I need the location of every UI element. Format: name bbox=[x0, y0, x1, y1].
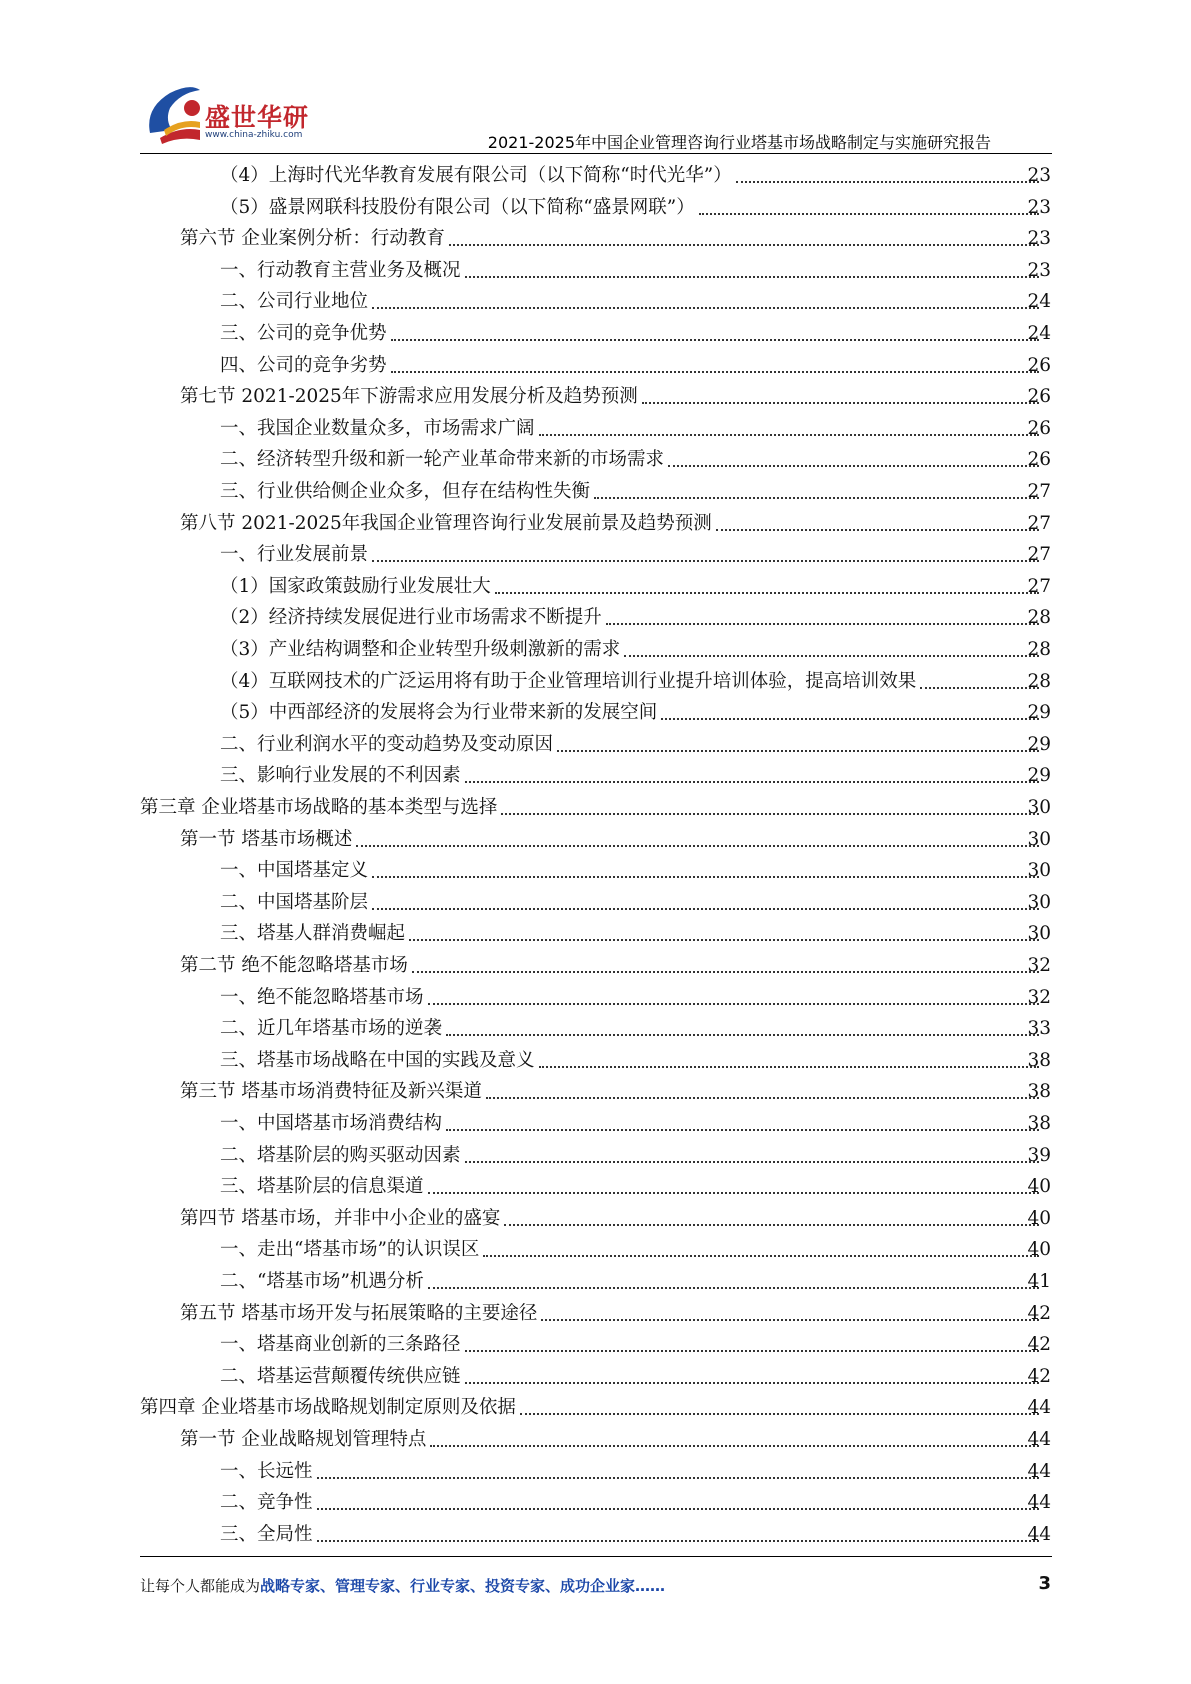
toc-entry-title: 第三节 塔基市场消费特征及新兴渠道 bbox=[180, 1081, 482, 1103]
toc-entry[interactable] bbox=[0, 1456, 1191, 1488]
toc-entry-page: 44 bbox=[1027, 1429, 1051, 1450]
toc-entry-title: 一、走出“塔基市场”的认识误区 bbox=[220, 1239, 480, 1261]
toc-entry-page: 32 bbox=[1027, 955, 1051, 976]
toc-entry-page: 27 bbox=[1027, 575, 1051, 597]
toc-entry[interactable] bbox=[0, 602, 1191, 634]
toc-entry[interactable] bbox=[0, 1329, 1191, 1361]
toc-leader-dots bbox=[446, 1129, 1039, 1131]
toc-entry[interactable] bbox=[0, 1266, 1191, 1298]
toc-entry-page: 29 bbox=[1027, 733, 1051, 755]
toc-entry[interactable] bbox=[0, 982, 1191, 1014]
toc-leader-dots bbox=[356, 845, 1039, 847]
toc-entry-title: 一、中国塔基定义 bbox=[220, 860, 369, 882]
toc-entry[interactable] bbox=[0, 1234, 1191, 1266]
toc-leader-dots bbox=[736, 181, 1039, 183]
toc-entry-title: 第五节 塔基市场开发与拓展策略的主要途径 bbox=[180, 1302, 538, 1324]
toc-entry-page: 40 bbox=[1027, 1176, 1051, 1198]
toc-entry-page: 38 bbox=[1027, 1113, 1051, 1134]
toc-leader-dots bbox=[661, 718, 1039, 720]
toc-leader-dots bbox=[465, 1161, 1039, 1163]
toc-entry-title: 第八节 2021-2025年我国企业管理咨询行业发展前景及趋势预测 bbox=[180, 512, 712, 534]
toc-entry-title: 第一节 塔基市场概述 bbox=[180, 828, 353, 850]
toc-entry-title: 一、塔基商业创新的三条路径 bbox=[220, 1334, 461, 1356]
toc-leader-dots bbox=[504, 1224, 1039, 1226]
toc-entry-title: 二、近几年塔基市场的逆袭 bbox=[220, 1018, 443, 1040]
toc-entry-page: 24 bbox=[1027, 291, 1051, 313]
slogan-prefix: 让每个人都能成为 bbox=[140, 1577, 261, 1595]
toc-entry[interactable] bbox=[0, 1392, 1191, 1424]
toc-leader-dots bbox=[486, 1097, 1039, 1099]
toc-leader-dots bbox=[501, 813, 1039, 815]
toc-entry-page: 30 bbox=[1027, 828, 1051, 850]
toc-entry[interactable] bbox=[0, 918, 1191, 950]
toc-entry-title: 三、影响行业发展的不利因素 bbox=[220, 765, 461, 787]
toc-entry-page: 42 bbox=[1027, 1302, 1051, 1324]
toc-entry-title: 二、中国塔基阶层 bbox=[220, 891, 369, 913]
toc-entry[interactable] bbox=[0, 760, 1191, 792]
toc-leader-dots bbox=[541, 1319, 1039, 1321]
page-number: 3 bbox=[1038, 1573, 1051, 1594]
toc-entry-title: 第二节 绝不能忽略塔基市场 bbox=[180, 955, 408, 976]
toc-leader-dots bbox=[391, 339, 1039, 341]
toc-entry[interactable] bbox=[0, 539, 1191, 571]
toc-entry-title: 一、绝不能忽略塔基市场 bbox=[220, 986, 424, 1008]
toc-leader-dots bbox=[412, 971, 1039, 973]
toc-entry-title: 第七节 2021-2025年下游需求应用发展分析及趋势预测 bbox=[180, 386, 638, 408]
toc-entry-page: 40 bbox=[1027, 1207, 1051, 1229]
toc-entry-page: 26 bbox=[1027, 417, 1051, 439]
toc-entry-page: 38 bbox=[1027, 1081, 1051, 1103]
toc-entry-title: 第六节 企业案例分析：行动教育 bbox=[180, 228, 445, 250]
toc-entry[interactable] bbox=[0, 413, 1191, 445]
toc-entry[interactable] bbox=[0, 1076, 1191, 1108]
toc-entry-page: 28 bbox=[1027, 607, 1051, 629]
toc-leader-dots bbox=[520, 1413, 1039, 1415]
toc-entry[interactable] bbox=[0, 160, 1191, 192]
toc-leader-dots bbox=[465, 276, 1039, 278]
toc-leader-dots bbox=[495, 592, 1039, 594]
toc-entry-title: 三、塔基人群消费崛起 bbox=[220, 923, 406, 945]
toc-entry-title: 三、公司的竞争优势 bbox=[220, 323, 387, 344]
toc-leader-dots bbox=[699, 213, 1039, 215]
toc-entry-title: 第四章 企业塔基市场战略规划制定原则及依据 bbox=[140, 1397, 516, 1419]
toc-entry-title: 二、公司行业地位 bbox=[220, 291, 369, 313]
toc-entry-title: 四、公司的竞争劣势 bbox=[220, 354, 387, 376]
toc-entry-page: 23 bbox=[1027, 165, 1051, 186]
toc-entry-page: 41 bbox=[1027, 1271, 1051, 1292]
toc-entry-page: 24 bbox=[1027, 323, 1051, 344]
toc-entry-page: 32 bbox=[1027, 986, 1051, 1008]
toc-leader-dots bbox=[317, 1540, 1039, 1542]
toc-leader-dots bbox=[317, 1477, 1039, 1479]
toc-entry-title: （5）盛景网联科技股份有限公司（以下简称“盛景网联”） bbox=[220, 196, 695, 218]
toc-leader-dots bbox=[465, 1350, 1039, 1352]
toc-entry[interactable] bbox=[0, 350, 1191, 382]
toc-entry-page: 44 bbox=[1027, 1397, 1051, 1419]
footer-divider bbox=[140, 1556, 1052, 1557]
toc-leader-dots bbox=[446, 1034, 1039, 1036]
toc-entry-title: 一、行动教育主营业务及概况 bbox=[220, 259, 461, 281]
toc-entry-title: （2）经济持续发展促进行业市场需求不断提升 bbox=[220, 607, 602, 629]
toc-entry-title: 三、行业供给侧企业众多，但存在结构性失衡 bbox=[220, 481, 591, 502]
toc-leader-dots bbox=[624, 655, 1039, 657]
toc-entry-page: 26 bbox=[1027, 386, 1051, 408]
header-divider bbox=[140, 153, 1052, 154]
toc-entry-page: 29 bbox=[1027, 702, 1051, 724]
toc-entry-page: 30 bbox=[1027, 891, 1051, 913]
toc-leader-dots bbox=[594, 497, 1039, 499]
toc-entry[interactable] bbox=[0, 1140, 1191, 1172]
toc-leader-dots bbox=[483, 1255, 1039, 1257]
toc-entry-page: 30 bbox=[1027, 923, 1051, 945]
footer-slogan bbox=[140, 1575, 665, 1596]
toc-entry-title: 第四节 塔基市场，并非中小企业的盛宴 bbox=[180, 1207, 501, 1229]
toc-leader-dots bbox=[372, 876, 1039, 878]
toc-entry-title: （1）国家政策鼓励行业发展壮大 bbox=[220, 575, 491, 597]
toc-entry[interactable] bbox=[0, 792, 1191, 824]
toc-entry[interactable] bbox=[0, 255, 1191, 287]
toc-leader-dots bbox=[465, 1382, 1039, 1384]
toc-entry-title: 三、全局性 bbox=[220, 1523, 313, 1545]
toc-leader-dots bbox=[372, 560, 1039, 562]
toc-entry-page: 23 bbox=[1027, 228, 1051, 250]
toc-entry[interactable] bbox=[0, 1298, 1191, 1330]
toc-entry-title: 二、经济转型升级和新一轮产业革命带来新的市场需求 bbox=[220, 449, 665, 471]
toc-leader-dots bbox=[391, 371, 1039, 373]
toc-entry-page: 27 bbox=[1027, 512, 1051, 534]
toc-entry-page: 40 bbox=[1027, 1239, 1051, 1261]
toc-entry[interactable] bbox=[0, 950, 1191, 982]
toc-entry-page: 23 bbox=[1027, 196, 1051, 218]
toc-leader-dots bbox=[642, 402, 1039, 404]
toc-entry[interactable] bbox=[0, 824, 1191, 856]
toc-leader-dots bbox=[539, 1066, 1039, 1068]
toc-entry[interactable] bbox=[0, 729, 1191, 761]
toc-entry[interactable] bbox=[0, 381, 1191, 413]
toc-entry-page: 44 bbox=[1027, 1460, 1051, 1482]
toc-entry-title: 一、中国塔基市场消费结构 bbox=[220, 1113, 443, 1134]
toc-entry[interactable] bbox=[0, 1361, 1191, 1393]
toc-entry-page: 26 bbox=[1027, 354, 1051, 376]
toc-entry[interactable] bbox=[0, 855, 1191, 887]
toc-leader-dots bbox=[430, 1445, 1039, 1447]
toc-entry-title: 一、我国企业数量众多，市场需求广阔 bbox=[220, 417, 535, 439]
toc-entry-title: 三、塔基市场战略在中国的实践及意义 bbox=[220, 1049, 535, 1071]
toc-entry-title: 二、塔基阶层的购买驱动因素 bbox=[220, 1144, 461, 1166]
toc-entry-page: 30 bbox=[1027, 797, 1051, 818]
toc-entry-title: （4）上海时代光华教育发展有限公司（以下简称“时代光华”） bbox=[220, 165, 732, 186]
toc-entry-page: 42 bbox=[1027, 1334, 1051, 1356]
toc-entry[interactable] bbox=[0, 1013, 1191, 1045]
toc-entry[interactable] bbox=[0, 634, 1191, 666]
toc-entry[interactable] bbox=[0, 1487, 1191, 1519]
toc-entry[interactable] bbox=[0, 1424, 1191, 1456]
toc-entry[interactable] bbox=[0, 444, 1191, 476]
toc-entry[interactable] bbox=[0, 286, 1191, 318]
toc-entry-page: 44 bbox=[1027, 1523, 1051, 1545]
toc-entry-page: 29 bbox=[1027, 765, 1051, 787]
toc-entry-page: 26 bbox=[1027, 449, 1051, 471]
toc-entry-title: 三、塔基阶层的信息渠道 bbox=[220, 1176, 424, 1198]
toc-entry-page: 38 bbox=[1027, 1049, 1051, 1071]
toc-leader-dots bbox=[449, 244, 1039, 246]
toc-entry-page: 33 bbox=[1027, 1018, 1051, 1040]
toc-entry[interactable] bbox=[0, 571, 1191, 603]
toc-entry-title: 二、行业利润水平的变动趋势及变动原因 bbox=[220, 733, 554, 755]
toc-leader-dots bbox=[372, 908, 1039, 910]
toc-entry-title: 二、“塔基市场”机遇分析 bbox=[220, 1271, 424, 1292]
brand-url: www.china-zhiku.com bbox=[205, 130, 303, 140]
toc-leader-dots bbox=[428, 1287, 1039, 1289]
toc-leader-dots bbox=[716, 529, 1039, 531]
toc-entry[interactable] bbox=[0, 1203, 1191, 1235]
toc-leader-dots bbox=[317, 1508, 1039, 1510]
toc-entry[interactable] bbox=[0, 887, 1191, 919]
toc-entry-title: 二、塔基运营颠覆传统供应链 bbox=[220, 1365, 461, 1387]
toc-entry[interactable] bbox=[0, 223, 1191, 255]
toc-entry-page: 30 bbox=[1027, 860, 1051, 882]
toc-entry[interactable] bbox=[0, 476, 1191, 508]
toc-entry[interactable] bbox=[0, 1108, 1191, 1140]
toc-entry-title: （5）中西部经济的发展将会为行业带来新的发展空间 bbox=[220, 702, 658, 724]
toc-leader-dots bbox=[428, 1003, 1039, 1005]
brand-name: 盛世华研 bbox=[205, 103, 310, 132]
toc-entry[interactable] bbox=[0, 192, 1191, 224]
toc-leader-dots bbox=[668, 465, 1039, 467]
toc-entry[interactable] bbox=[0, 1171, 1191, 1203]
toc-entry-title: 第三章 企业塔基市场战略的基本类型与选择 bbox=[140, 797, 498, 818]
toc-entry[interactable] bbox=[0, 1045, 1191, 1077]
toc-leader-dots bbox=[557, 750, 1039, 752]
toc-entry-page: 28 bbox=[1027, 639, 1051, 660]
toc-leader-dots bbox=[372, 307, 1039, 309]
toc-entry[interactable] bbox=[0, 508, 1191, 540]
toc-entry-title: 一、行业发展前景 bbox=[220, 544, 369, 566]
toc-entry[interactable] bbox=[0, 697, 1191, 729]
toc-entry-title: 二、竞争性 bbox=[220, 1492, 313, 1514]
document-title: 2021-2025年中国企业管理咨询行业塔基市场战略制定与实施研究报告 bbox=[487, 133, 991, 152]
toc-entry-page: 42 bbox=[1027, 1365, 1051, 1387]
toc-entry-title: 一、长远性 bbox=[220, 1460, 313, 1482]
toc-entry-title: （4）互联网技术的广泛运用将有助于企业管理培训行业提升培训体验，提高培训效果 bbox=[220, 670, 917, 692]
toc-leader-dots bbox=[409, 939, 1039, 941]
toc-entry[interactable] bbox=[0, 1519, 1191, 1551]
slogan-highlight: 战略专家、管理专家、行业专家、投资专家、成功企业家…… bbox=[260, 1577, 666, 1595]
toc-entry-title: （3）产业结构调整和企业转型升级刺激新的需求 bbox=[220, 639, 621, 660]
toc-entry-page: 28 bbox=[1027, 670, 1051, 692]
toc-leader-dots bbox=[606, 623, 1039, 625]
toc-entry-page: 44 bbox=[1027, 1492, 1051, 1514]
toc-entry-page: 27 bbox=[1027, 544, 1051, 566]
toc-entry[interactable] bbox=[0, 666, 1191, 698]
toc-entry-title: 第一节 企业战略规划管理特点 bbox=[180, 1429, 427, 1450]
toc-entry[interactable] bbox=[0, 318, 1191, 350]
toc-leader-dots bbox=[428, 1192, 1039, 1194]
toc-entry-page: 23 bbox=[1027, 259, 1051, 281]
toc-leader-dots bbox=[465, 781, 1039, 783]
toc-leader-dots bbox=[539, 434, 1039, 436]
toc-entry-page: 39 bbox=[1027, 1144, 1051, 1166]
toc-entry-page: 27 bbox=[1027, 481, 1051, 502]
